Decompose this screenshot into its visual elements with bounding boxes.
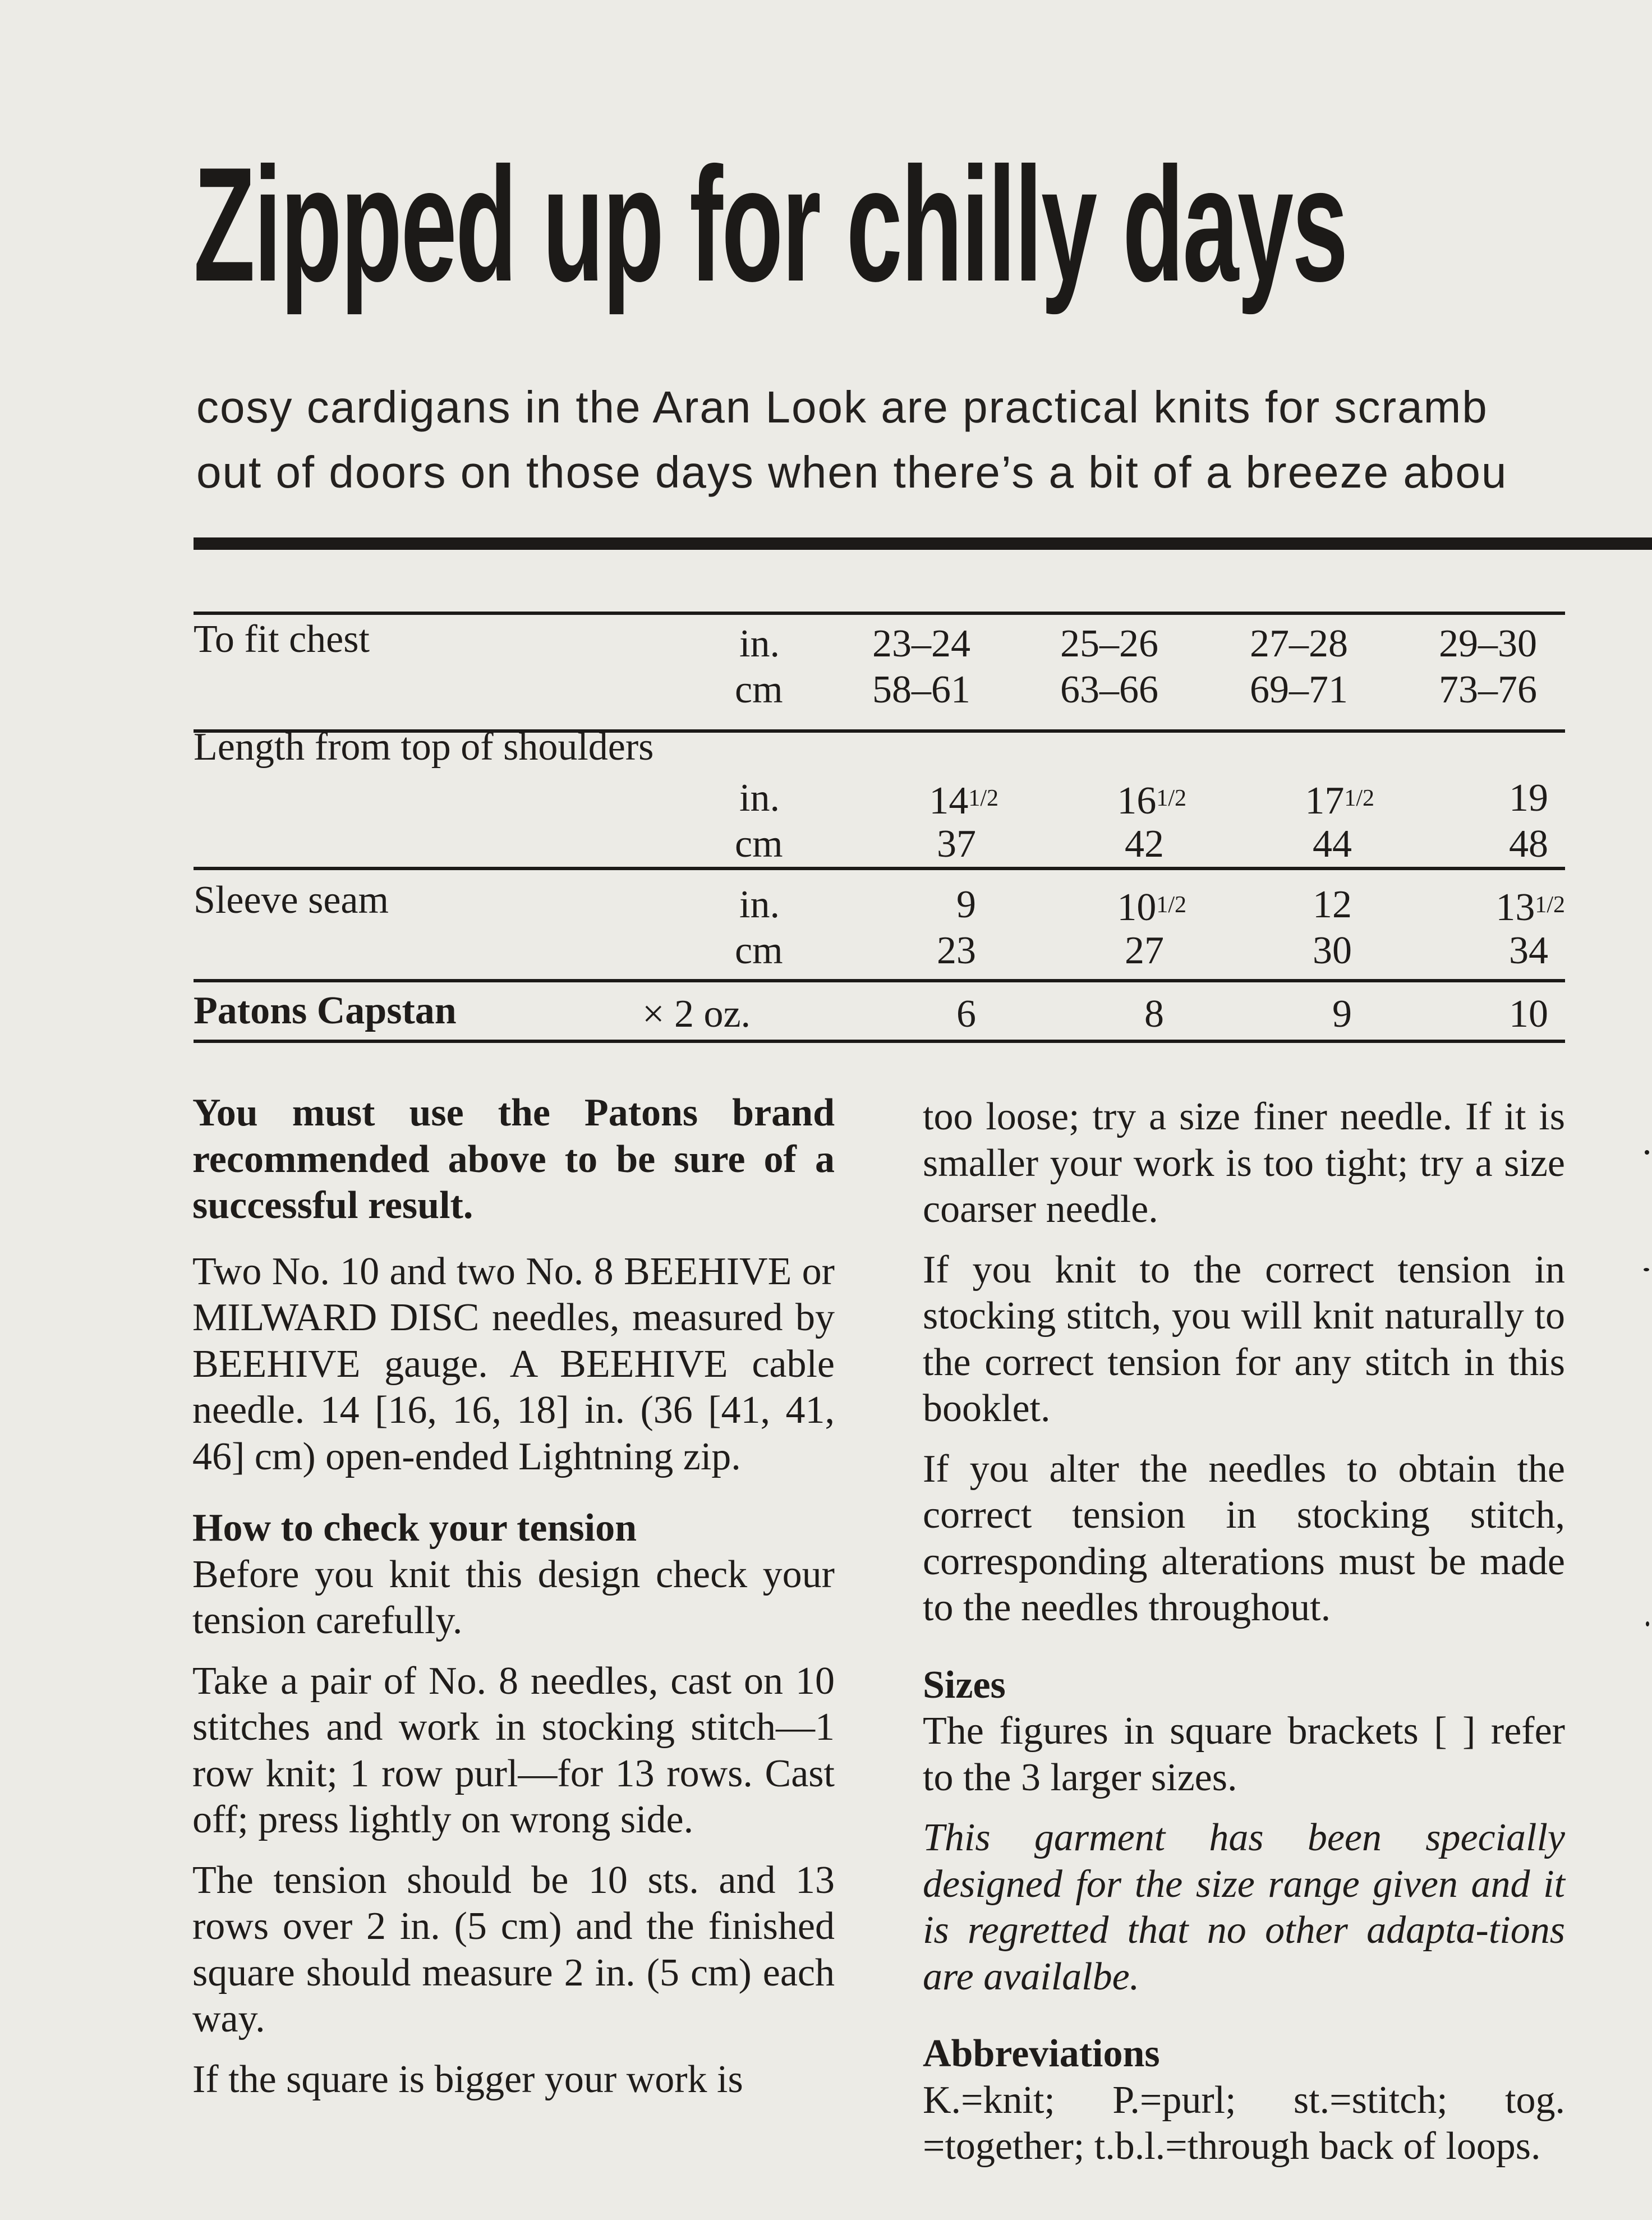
length-cm-3: 44 xyxy=(1313,822,1352,866)
size-in-3: 27–28 xyxy=(1250,622,1348,665)
sizes-heading: Sizes xyxy=(923,1663,1006,1707)
size-cm-2: 63–66 xyxy=(1060,668,1158,711)
print-speck xyxy=(1645,1150,1649,1155)
sleeve-cm-2: 27 xyxy=(1125,929,1164,972)
table-rule-bottom xyxy=(194,1040,1565,1043)
thick-divider xyxy=(194,537,1652,550)
sleeve-cm-4: 34 xyxy=(1509,929,1548,972)
length-cm-2: 42 xyxy=(1125,822,1164,866)
tension-paragraph-1: Before you knit this design check your tension carefully. xyxy=(192,1552,835,1642)
subtitle xyxy=(196,375,1507,505)
table-rule-top xyxy=(194,612,1565,615)
right-column xyxy=(923,1094,1565,2184)
brand-notice: You must use the Patons brand recommended above to be sure of a successful result. xyxy=(192,1091,835,1227)
table-rule-3 xyxy=(194,979,1565,982)
print-speck xyxy=(1644,1268,1649,1271)
sleeve-in-3: 12 xyxy=(1313,883,1352,926)
abbreviations-paragraph: K.=knit; P.=purl; st.=stitch; tog. =together; t.b.l.=through back of loops. xyxy=(923,2078,1565,2168)
tension-paragraph-2: Take a pair of No. 8 needles, cast on 10 stitches and work in stocking stitch—1 row knit; 1 row purl—for 13 rows. Cast off; press lightly on wrong side. xyxy=(192,1659,835,1841)
sleeve-in-1: 9 xyxy=(956,883,976,926)
size-in-1: 23–24 xyxy=(872,622,970,665)
subtitle-line-2: out of doors on those days when there’s a bit of a breeze abou xyxy=(196,447,1508,497)
sleeve-label: Sleeve seam xyxy=(194,879,389,922)
chest-label: To fit chest xyxy=(194,618,370,661)
left-column xyxy=(192,1090,835,2117)
length-cm-4: 48 xyxy=(1509,822,1548,866)
length-in-4: 19 xyxy=(1509,776,1548,820)
page-title: Zipped up for chilly days xyxy=(194,134,1347,315)
length-cm-1: 37 xyxy=(937,822,976,866)
yarn-label: Patons Capstan xyxy=(194,989,457,1032)
size-in-4: 29–30 xyxy=(1439,622,1537,665)
table-rule-2 xyxy=(194,867,1565,870)
needle-advice-paragraph: too loose; try a size finer needle. If it is smaller your work is too tight; try a size coarser needle. xyxy=(923,1095,1565,1231)
materials-paragraph: Two No. 10 and two No. 8 BEEHIVE or MILWARD DISC needles, measured by BEEHIVE gauge. A BEEHIVE cable needle. 14 [16, 16, 18] in. (36 [41, 41, 46] cm) open-ended Lightning zip. xyxy=(192,1249,835,1478)
chest-unit-in: in. xyxy=(739,622,780,665)
length-in-2: $16^{1/2}$ xyxy=(1117,779,1186,822)
size-in-2: 25–26 xyxy=(1060,622,1158,665)
yarn-qty-3: 9 xyxy=(1332,992,1352,1036)
sizes-note: This garment has been specially designed for the size range given and it is regretted that no other adapta-tions are availalbe. xyxy=(923,1816,1565,1998)
tension-paragraph-4: If the square is bigger your work is xyxy=(192,2057,743,2101)
yarn-unit: × 2 oz. xyxy=(642,992,751,1036)
size-cm-4: 73–76 xyxy=(1439,668,1537,711)
sleeve-cm-1: 23 xyxy=(937,929,976,972)
sleeve-in-4: $13^{1/2}$ xyxy=(1495,886,1565,929)
yarn-qty-4: 10 xyxy=(1509,992,1548,1036)
sleeve-in-2: $10^{1/2}$ xyxy=(1117,886,1186,929)
chest-unit-cm: cm xyxy=(735,668,783,711)
tension-paragraph-3: The tension should be 10 sts. and 13 rows over 2 in. (5 cm) and the finished square should measure 2 in. (5 cm) each way. xyxy=(192,1858,835,2040)
sizes-paragraph: The figures in square brackets [ ] refer to the 3 larger sizes. xyxy=(923,1709,1565,1799)
abbreviations-heading: Abbreviations xyxy=(923,2032,1160,2075)
tension-heading: How to check your tension xyxy=(192,1506,637,1550)
sleeve-cm-3: 30 xyxy=(1313,929,1352,972)
length-in-3: $17^{1/2}$ xyxy=(1305,779,1374,822)
subtitle-line-1: cosy cardigans in the Aran Look are practical knits for scramb xyxy=(196,382,1488,432)
sleeve-unit-in: in. xyxy=(739,883,780,926)
length-unit-in: in. xyxy=(739,776,780,820)
stocking-stitch-paragraph: If you knit to the correct tension in stocking stitch, you will knit naturally to the correct tension for any stitch in this booklet. xyxy=(923,1248,1565,1430)
print-speck xyxy=(1646,1621,1649,1626)
size-cm-3: 69–71 xyxy=(1250,668,1348,711)
sleeve-unit-cm: cm xyxy=(735,929,783,972)
length-unit-cm: cm xyxy=(735,822,783,866)
size-cm-1: 58–61 xyxy=(872,668,970,711)
yarn-qty-2: 8 xyxy=(1144,992,1164,1036)
length-in-1: $14^{1/2}$ xyxy=(929,779,998,822)
yarn-qty-1: 6 xyxy=(956,992,976,1036)
length-label: Length from top of shoulders xyxy=(194,725,654,769)
needle-alteration-paragraph: If you alter the needles to obtain the correct tension in stocking stitch, corresponding alterations must be made to the needles throughout. xyxy=(923,1447,1565,1629)
